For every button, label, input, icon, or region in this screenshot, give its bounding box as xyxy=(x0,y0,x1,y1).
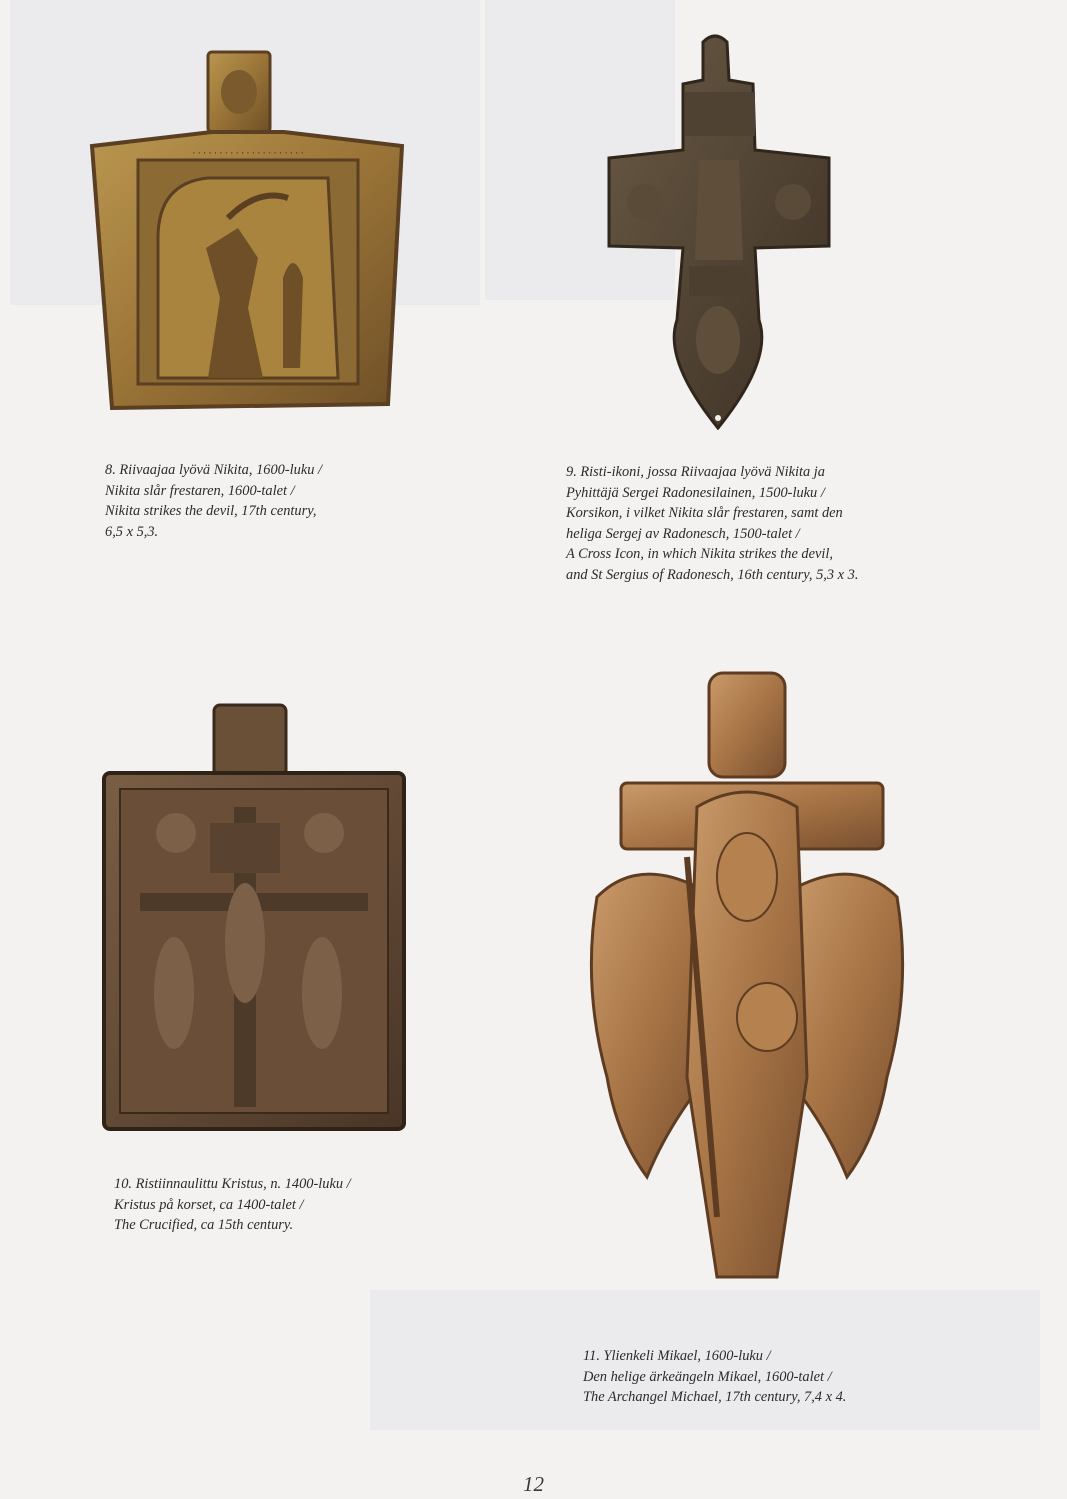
caption-line: Kristus på korset, ca 1400-talet / xyxy=(114,1196,304,1213)
page-number: 12 xyxy=(523,1472,544,1496)
figure-8-image xyxy=(88,48,406,414)
caption-line: 8. Riivaajaa lyövä Nikita, 1600-luku / xyxy=(105,462,323,478)
figure-11-caption xyxy=(583,1346,846,1408)
caption-line: Pyhittäjä Sergei Radonesilainen, 1500-luku / xyxy=(566,484,825,501)
caption-line: 10. Ristiinnaulittu Kristus, n. 1400-luku / xyxy=(114,1176,351,1192)
caption-line: Nikita strikes the devil, 17th century, xyxy=(105,503,317,519)
caption-line: A Cross Icon, in which Nikita strikes the devil, xyxy=(566,546,833,562)
archangel-michael-image xyxy=(577,657,917,1292)
nikita-plaque-image xyxy=(88,48,406,414)
caption-line: 9. Risti-ikoni, jossa Riivaajaa lyövä Nikita ja xyxy=(566,464,826,480)
caption-line: The Crucified, ca 15th century. xyxy=(114,1217,294,1233)
caption-line: heliga Sergej av Radonesch, 1500-talet / xyxy=(566,525,800,542)
figure-11-image xyxy=(577,657,917,1292)
svg-text:·····················: ····················· xyxy=(191,149,305,159)
figure-8-caption xyxy=(105,460,322,542)
caption-line: Den helige ärkeängeln Mikael, 1600-talet / xyxy=(583,1368,832,1385)
figure-10-image xyxy=(100,703,408,1133)
crucified-plaque-image xyxy=(100,703,408,1133)
figure-9-image xyxy=(603,30,835,430)
caption-line: 11. Ylienkeli Mikael, 1600-luku / xyxy=(583,1348,771,1364)
caption-line: Nikita slår frestaren, 1600-talet / xyxy=(105,482,295,499)
caption-line: The Archangel Michael, 17th century, 7,4 x 4. xyxy=(583,1389,847,1405)
caption-line: Korsikon, i vilket Nikita slår frestaren, samt den xyxy=(566,505,843,521)
caption-line: 6,5 x 5,3. xyxy=(105,523,159,540)
figure-10-caption xyxy=(114,1174,351,1236)
figure-9-caption xyxy=(566,462,858,585)
caption-line: and St Sergius of Radonesch, 16th century, 5,3 x 3. xyxy=(566,566,859,583)
cross-icon-image xyxy=(603,30,835,430)
